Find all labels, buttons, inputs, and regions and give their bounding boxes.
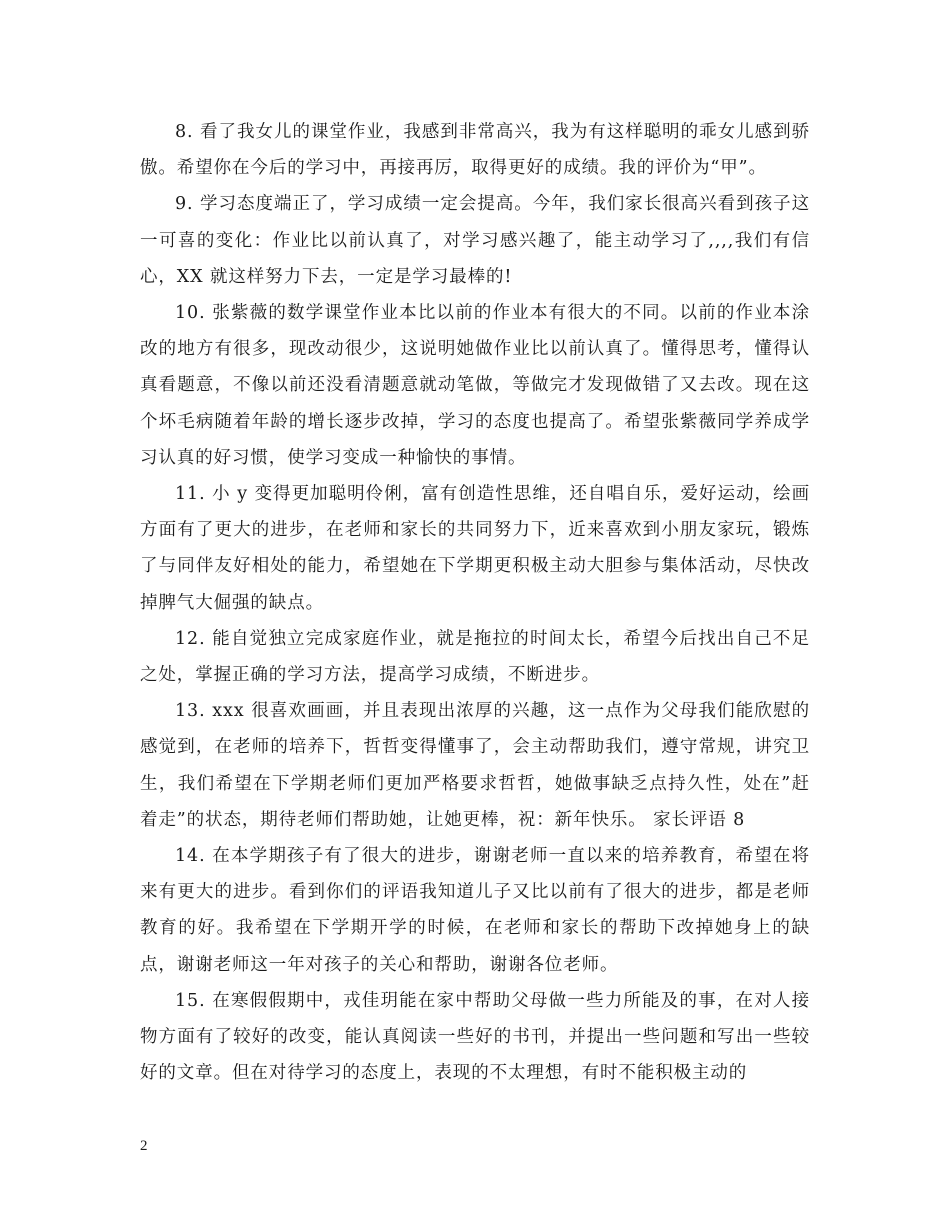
paragraph-14: 14. 在本学期孩子有了很大的进步，谢谢老师一直以来的培养教育，希望在将来有更大的进步。看到你们的评语我知道儿子又比以前有了很大的进步，都是老师教育的好。我希望在下学期开学的时候，在老师和家长的帮助下改掉她身上的缺点，谢谢老师这一年对孩子的关心和帮助，谢谢各位老师。	[140, 846, 810, 975]
paragraph-15: 15. 在寒假假期中，戎佳玥能在家中帮助父母做一些力所能及的事，在对人接物方面有了较好的改变，能认真阅读一些好的书刊，并提出一些问题和写出一些较好的文章。但在对待学习的态度上，表现的不太理想，有时不能积极主动的	[140, 990, 810, 1084]
paragraph-9: 9. 学习态度端正了，学习成绩一定会提高。今年，我们家长很高兴看到孩子这一可喜的变化：作业比以前认真了，对学习感兴趣了，能主动学习了,,,,我们有信心，XX 就这样努力下去，一定是学习最棒的!	[140, 194, 810, 287]
paragraph-10: 10. 张紫薇的数学课堂作业本比以前的作业本有很大的不同。以前的作业本涂改的地方有很多，现改动很少，这说明她做作业比以前认真了。懂得思考，懂得认真看题意，不像以前还没看清题意就动笔做，等做完才发现做错了又去改。现在这个坏毛病随着年龄的增长逐步改掉，学习的态度也提高了。希望张紫薇同学养成学习认真的好习惯，使学习变成一种愉快的事情。	[140, 303, 810, 468]
paragraph-12: 12. 能自觉独立完成家庭作业，就是拖拉的时间太长，希望今后找出自己不足之处，掌握正确的学习方法，提高学习成绩，不断进步。	[140, 628, 810, 686]
paragraph-11: 11. 小 y 变得更加聪明伶俐，富有创造性思维，还自唱自乐，爱好运动，绘画方面有了更大的进步，在老师和家长的共同努力下，近来喜欢到小朋友家玩，锻炼了与同伴友好相处的能力，希望她在下学期更积极主动大胆参与集体活动，尽快改掉脾气大倔强的缺点。	[140, 484, 810, 613]
document-body	[140, 114, 810, 1091]
paragraph-8: 8. 看了我女儿的课堂作业，我感到非常高兴，我为有这样聪明的乖女儿感到骄傲。希望你在今后的学习中，再接再厉，取得更好的成绩。我的评价为“甲”。	[140, 122, 810, 179]
page-number: 2	[140, 1138, 148, 1154]
paragraph-13: 13. xxx 很喜欢画画，并且表现出浓厚的兴趣，这一点作为父母我们能欣慰的感觉到，在老师的培养下，哲哲变得懂事了，会主动帮助我们，遵守常规，讲究卫生，我们希望在下学期老师们更加严格要求哲哲，她做事缺乏点持久性，处在”赶着走”的状态，期待老师们帮助她，让她更棒，祝：新年快乐。 家长评语 8	[140, 701, 810, 830]
